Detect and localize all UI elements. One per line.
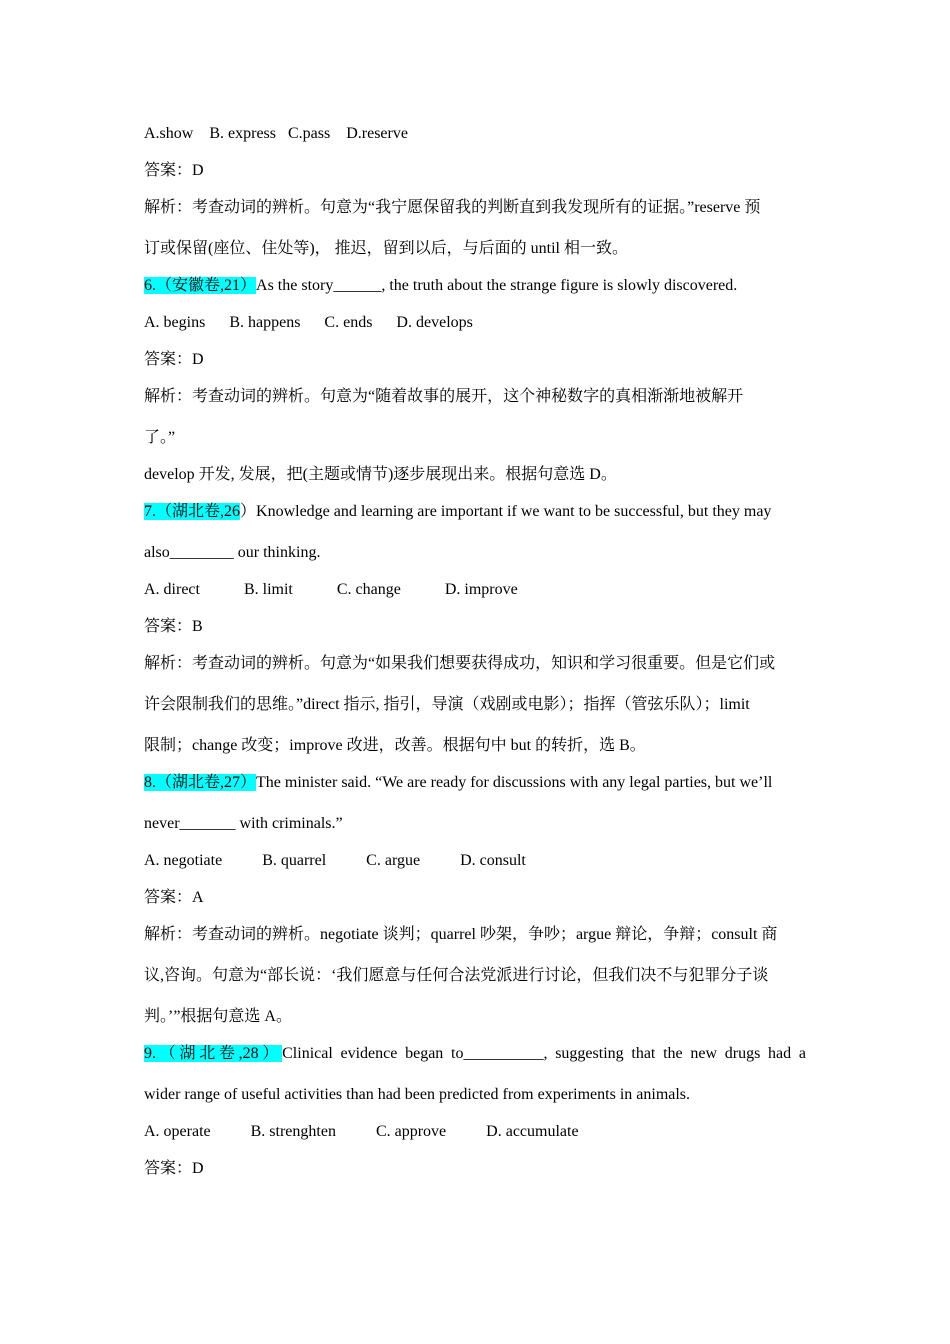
- q7-analysis-line-2: 许会限制我们的思维。”direct 指示, 指引，导演（戏剧或电影）；指挥（管弦乐队）；limit: [144, 696, 750, 713]
- q8-analysis-line-1: 解析：考查动词的辨析。negotiate 谈判；quarrel 吵架，争吵；argue 辩论，争辩；consult 商: [144, 926, 778, 943]
- q5-analysis-line-1: 解析：考查动词的辨析。句意为“我宁愿保留我的判断直到我发现所有的证据。”reserve 预: [144, 199, 761, 216]
- q8-stem-line-2: never_______ with criminals.”: [144, 815, 343, 832]
- q6-analysis-line-2: 了。”: [144, 429, 176, 446]
- q8-answer: 答案：A: [144, 889, 204, 906]
- q6-answer: 答案：D: [144, 351, 204, 368]
- q7-stem-text: ）Knowledge and learning are important if we want to be successful, but they may: [240, 503, 772, 520]
- q7-analysis-line-1: 解析：考查动词的辨析。句意为“如果我们想要获得成功，知识和学习很重要。但是它们或: [144, 655, 776, 672]
- q9-options: A. operate B. strenghten C. approve D. accumulate: [144, 1123, 579, 1140]
- q8-analysis-line-2: 议,咨询。句意为“部长说：‘我们愿意与任何合法党派进行讨论，但我们决不与犯罪分子谈: [144, 967, 769, 984]
- q9-stem-text: Clinical evidence began to__________, suggesting that the new drugs had a: [282, 1045, 806, 1062]
- q6-analysis-line-3: develop 开发, 发展，把(主题或情节)逐步展现出来。根据句意选 D。: [144, 466, 617, 483]
- q6-stem: [144, 273, 806, 310]
- q5-options: A.show B. express C.pass D.reserve: [144, 125, 408, 142]
- q8-stem-text: The minister said. “We are ready for discussions with any legal parties, but we’ll: [256, 774, 773, 791]
- q6-analysis-line-1: 解析：考查动词的辨析。句意为“随着故事的展开，这个神秘数字的真相渐渐地被解开: [144, 388, 744, 405]
- q7-stem: [144, 499, 806, 540]
- q7-options: A. direct B. limit C. change D. improve: [144, 581, 518, 598]
- q7-analysis-line-3: 限制；change 改变；improve 改进，改善。根据句中 but 的转折，选 B。: [144, 737, 646, 754]
- q6-options: A. begins B. happens C. ends D. develops: [144, 314, 473, 331]
- q6-stem-text: As the story______, the truth about the strange figure is slowly discovered.: [256, 277, 738, 294]
- q7-source-tag: 7.（湖北卷,26: [144, 503, 241, 520]
- q9-source-tag: 9.（湖北卷,28）: [144, 1045, 283, 1062]
- q5-analysis-line-2: 订或保留(座位、住处等)， 推迟，留到以后，与后面的 until 相一致。: [144, 240, 628, 257]
- q9-stem-line-2: wider range of useful activities than had been predicted from experiments in animals.: [144, 1086, 691, 1103]
- q7-answer: 答案：B: [144, 618, 203, 635]
- q9-answer: 答案：D: [144, 1160, 204, 1177]
- q8-stem: [144, 770, 806, 811]
- q8-analysis-line-3: 判。’”根据句意选 A。: [144, 1008, 292, 1025]
- q5-answer: 答案：D: [144, 162, 204, 179]
- document-body: [144, 121, 806, 1193]
- q8-options: A. negotiate B. quarrel C. argue D. consult: [144, 852, 526, 869]
- q9-stem: [144, 1041, 806, 1082]
- q8-source-tag: 8.（湖北卷,27）: [144, 774, 257, 791]
- q6-source-tag: 6.（安徽卷,21）: [144, 277, 257, 294]
- q7-stem-line-2: also________ our thinking.: [144, 544, 321, 561]
